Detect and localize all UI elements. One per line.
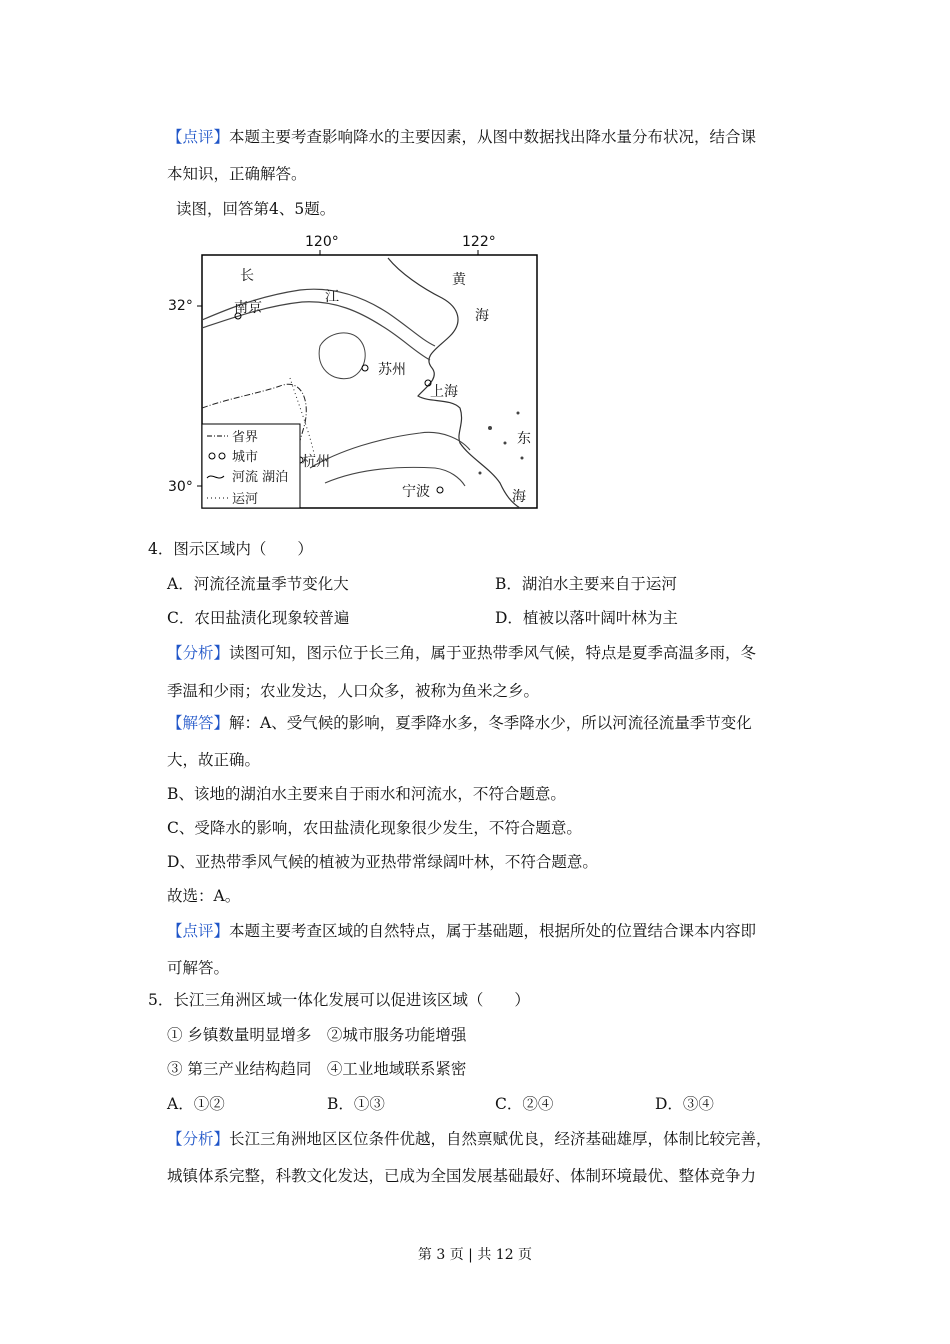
label-huang: 黄 (452, 272, 466, 288)
q5-analysis-line-2: 城镇体系完整，科教文化发达，已成为全国发展基础最好、体制环境最优、整体竞争力 (167, 1167, 757, 1185)
q4-option-b: B．湖泊水主要来自于运河 (495, 575, 677, 593)
q5-option-b: B．①③ (327, 1095, 385, 1113)
q4-option-d: D．植被以落叶阔叶林为主 (495, 609, 678, 627)
review-line-2: 本知识，正确解答。 (167, 165, 307, 183)
lon-label-120: 120° (305, 234, 339, 250)
label-nanjing: 南京 (234, 300, 262, 316)
q4-answer-line-1 (167, 712, 752, 734)
legend-river-lake: 河流 湖泊 (232, 470, 289, 485)
label-dong: 东 (517, 431, 531, 447)
lat-label-30: 30° (168, 479, 193, 495)
q5-analysis-line-1 (167, 1128, 772, 1150)
q4-review-line-2: 可解答。 (167, 959, 230, 977)
q4-review-line-1 (167, 920, 756, 942)
legend-border: 省界 (232, 430, 259, 445)
label-hai-south: 海 (512, 489, 526, 505)
label-jiang: 江 (325, 289, 339, 305)
q4-analysis-line-2: 季温和少雨；农业发达，人口众多，被称为鱼米之乡。 (167, 682, 540, 700)
q5-statements-2: ③ 第三产业结构趋同 ④工业地域联系紧密 (167, 1060, 467, 1078)
lat-label-32: 32° (168, 298, 193, 314)
q5-option-a: A．①② (167, 1095, 225, 1113)
yangtze-delta-map (160, 228, 545, 513)
q4-answer-line-2: 大，故正确。 (167, 751, 261, 769)
review-text: 本题主要考查影响降水的主要因素，从图中数据找出降水量分布状况，结合课 (229, 128, 757, 146)
q4-option-a: A．河流径流量季节变化大 (167, 575, 349, 593)
q4-option-c: C．农田盐渍化现象较普遍 (167, 609, 350, 627)
page-footer: 第 3 页 | 共 12 页 (417, 1247, 533, 1263)
q5-option-d: D．③④ (655, 1095, 714, 1113)
q4-review-text: 本题主要考查区域的自然特点，属于基础题，根据所处的位置结合课本内容即 (229, 922, 757, 940)
review-line-1 (167, 126, 756, 148)
label-hangzhou: 杭州 (302, 454, 330, 470)
q4-analysis-tag: 【分析】 (167, 644, 230, 662)
label-hai-north: 海 (475, 308, 489, 324)
q5-statements-1: ① 乡镇数量明显增多 ②城市服务功能增强 (167, 1026, 467, 1044)
q5-analysis-tag: 【分析】 (167, 1130, 230, 1148)
lon-label-122: 122° (462, 234, 496, 250)
q5-analysis-text: 长江三角洲地区区位条件优越，自然禀赋优良，经济基础雄厚，体制比较完善， (229, 1130, 772, 1148)
label-shanghai: 上海 (430, 384, 458, 400)
legend-city: 城市 (232, 450, 259, 465)
q4-stem: 4．图示区域内（ ） (148, 540, 313, 558)
q4-choice: 故选：A。 (167, 887, 241, 905)
q4-answer-c: C、受降水的影响，农田盐渍化现象很少发生，不符合题意。 (167, 819, 582, 837)
q4-review-tag: 【点评】 (167, 922, 230, 940)
q4-analysis-line-1 (167, 642, 756, 664)
q4-answer-b: B、该地的湖泊水主要来自于雨水和河流水，不符合题意。 (167, 785, 566, 803)
q5-stem: 5．长江三角洲区域一体化发展可以促进该区域（ ） (148, 991, 530, 1009)
q4-analysis-text: 读图可知，图示位于长三角，属于亚热带季风气候，特点是夏季高温多雨，冬 (229, 644, 757, 662)
legend-canal: 运河 (232, 492, 259, 507)
label-suzhou: 苏州 (378, 362, 406, 378)
q4-answer-text: 解：A、受气候的影响，夏季降水多，冬季降水少，所以河流径流量季节变化 (229, 714, 752, 732)
review-tag: 【点评】 (167, 128, 230, 146)
q4-answer-d: D、亚热带季风气候的植被为亚热带常绿阔叶林，不符合题意。 (167, 853, 598, 871)
label-ningbo: 宁波 (402, 484, 430, 500)
q5-option-c: C．②④ (495, 1095, 554, 1113)
label-chang: 长 (240, 268, 254, 284)
intro-text: 读图，回答第4、5题。 (176, 200, 336, 218)
q4-answer-tag: 【解答】 (167, 714, 230, 732)
